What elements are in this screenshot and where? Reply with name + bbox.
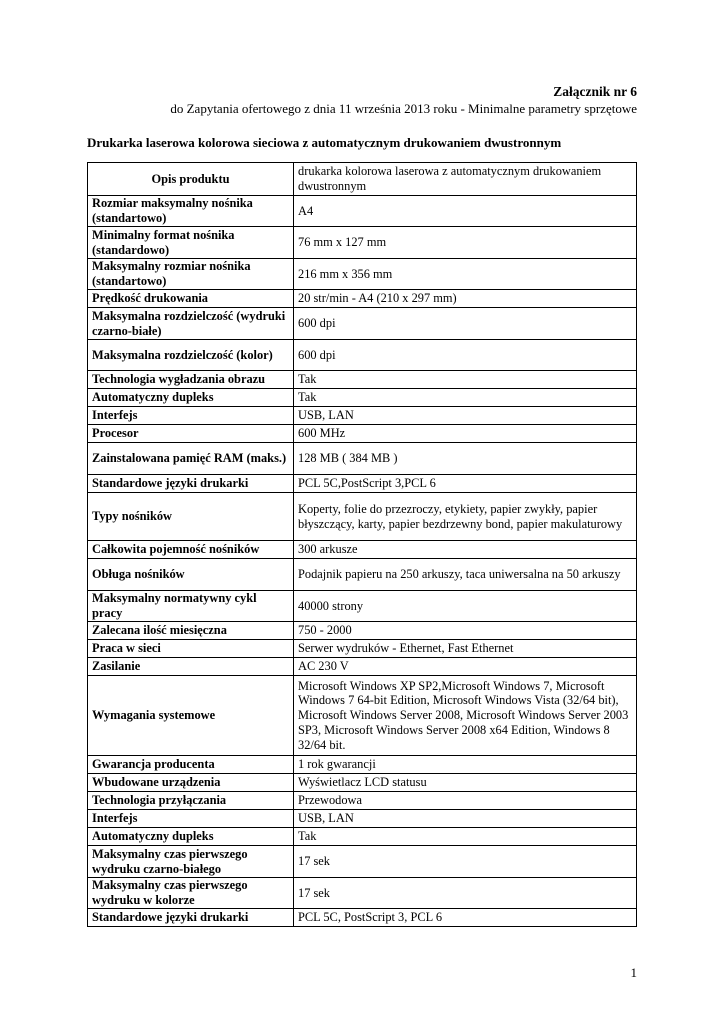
table-row <box>88 308 637 340</box>
table-row <box>88 541 637 559</box>
param-value-cell: A4 <box>294 196 637 227</box>
param-value-cell: 40000 strony <box>294 591 637 622</box>
param-name-cell: Maksymalny czas pierwszego wydruku w kolorze <box>88 878 294 909</box>
table-row <box>88 407 637 425</box>
param-value-cell: Wyświetlacz LCD statusu <box>294 774 637 792</box>
table-row <box>88 676 637 756</box>
param-name-cell: Procesor <box>88 425 294 443</box>
param-value-cell: 600 MHz <box>294 425 637 443</box>
table-row <box>88 828 637 846</box>
table-row <box>88 810 637 828</box>
table-row <box>88 443 637 475</box>
table-row <box>88 591 637 622</box>
param-name-cell: Automatyczny dupleks <box>88 828 294 846</box>
annex-title: Załącznik nr 6 <box>553 84 637 99</box>
param-value-cell: Koperty, folie do przezroczy, etykiety, papier zwykły, papier błyszczący, karty, papier bezdrzewny bond, papier makulaturowy <box>294 493 637 541</box>
table-row <box>88 340 637 371</box>
param-value-cell: USB, LAN <box>294 407 637 425</box>
param-value-cell: Tak <box>294 828 637 846</box>
table-row <box>88 259 637 290</box>
table-row <box>88 227 637 259</box>
table-header-row <box>88 163 637 196</box>
param-name-cell: Zalecana ilość miesięczna <box>88 622 294 640</box>
param-value-cell: Microsoft Windows XP SP2,Microsoft Windows 7, Microsoft Windows 7 64-bit Edition, Microsoft Windows Vista (32/64 bit), Microsoft Windows Server 2008, Microsoft Windows Server 2003 SP3, Microsoft Windows Server 2008 x64 Edition, Windows 8 32/64 bit. <box>294 676 637 756</box>
header-label-cell: Opis produktu <box>88 163 294 196</box>
table-row <box>88 389 637 407</box>
document-heading: Drukarka laserowa kolorowa sieciowa z automatycznym drukowaniem dwustronnym <box>87 135 562 150</box>
table-row <box>88 371 637 389</box>
param-name-cell: Minimalny format nośnika (standardowo) <box>88 227 294 259</box>
param-value-cell: 600 dpi <box>294 340 637 371</box>
table-row <box>88 559 637 591</box>
param-name-cell: Zainstalowana pamięć RAM (maks.) <box>88 443 294 475</box>
param-name-cell: Obługa nośników <box>88 559 294 591</box>
param-value-cell: 216 mm x 356 mm <box>294 259 637 290</box>
table-row <box>88 846 637 878</box>
param-value-cell: Przewodowa <box>294 792 637 810</box>
table-row <box>88 774 637 792</box>
table-row <box>88 196 637 227</box>
param-value-cell: 128 MB ( 384 MB ) <box>294 443 637 475</box>
param-value-cell: USB, LAN <box>294 810 637 828</box>
param-value-cell: Tak <box>294 371 637 389</box>
table-row <box>88 493 637 541</box>
param-name-cell: Gwarancja producenta <box>88 756 294 774</box>
param-name-cell: Wymagania systemowe <box>88 676 294 756</box>
param-value-cell: 1 rok gwarancji <box>294 756 637 774</box>
param-value-cell: 600 dpi <box>294 308 637 340</box>
param-value-cell: PCL 5C,PostScript 3,PCL 6 <box>294 475 637 493</box>
param-name-cell: Automatyczny dupleks <box>88 389 294 407</box>
param-name-cell: Maksymalny rozmiar nośnika (standartowo) <box>88 259 294 290</box>
param-name-cell: Całkowita pojemność nośników <box>88 541 294 559</box>
table-row <box>88 640 637 658</box>
param-value-cell: Serwer wydruków - Ethernet, Fast Ethernet <box>294 640 637 658</box>
table-row <box>88 658 637 676</box>
param-value-cell: 76 mm x 127 mm <box>294 227 637 259</box>
specification-table <box>87 162 637 927</box>
table-row <box>88 622 637 640</box>
header-value-cell: drukarka kolorowa laserowa z automatycznym drukowaniem dwustronnym <box>294 163 637 196</box>
param-name-cell: Technologia wygładzania obrazu <box>88 371 294 389</box>
table-row <box>88 290 637 308</box>
param-value-cell: AC 230 V <box>294 658 637 676</box>
annex-subtitle: do Zapytania ofertowego z dnia 11 września 2013 roku - Minimalne parametry sprzętowe <box>170 101 637 116</box>
table-row <box>88 425 637 443</box>
param-value-cell: 300 arkusze <box>294 541 637 559</box>
param-name-cell: Zasilanie <box>88 658 294 676</box>
param-name-cell: Praca w sieci <box>88 640 294 658</box>
param-name-cell: Interfejs <box>88 810 294 828</box>
param-name-cell: Interfejs <box>88 407 294 425</box>
param-name-cell: Typy nośników <box>88 493 294 541</box>
table-row <box>88 792 637 810</box>
table-row <box>88 909 637 927</box>
param-value-cell: Tak <box>294 389 637 407</box>
param-name-cell: Technologia przyłączania <box>88 792 294 810</box>
param-name-cell: Rozmiar maksymalny nośnika (standartowo) <box>88 196 294 227</box>
table-row <box>88 756 637 774</box>
param-name-cell: Standardowe języki drukarki <box>88 909 294 927</box>
param-name-cell: Maksymalna rozdzielczość (kolor) <box>88 340 294 371</box>
param-value-cell: Podajnik papieru na 250 arkuszy, taca uniwersalna na 50 arkuszy <box>294 559 637 591</box>
param-name-cell: Maksymalny normatywny cykl pracy <box>88 591 294 622</box>
param-value-cell: PCL 5C, PostScript 3, PCL 6 <box>294 909 637 927</box>
param-value-cell: 750 - 2000 <box>294 622 637 640</box>
page-number: 1 <box>630 965 637 980</box>
param-name-cell: Maksymalny czas pierwszego wydruku czarno-białego <box>88 846 294 878</box>
param-name-cell: Maksymalna rozdzielczość (wydruki czarno-białe) <box>88 308 294 340</box>
table-row <box>88 475 637 493</box>
param-value-cell: 17 sek <box>294 846 637 878</box>
param-name-cell: Standardowe języki drukarki <box>88 475 294 493</box>
param-name-cell: Prędkość drukowania <box>88 290 294 308</box>
param-name-cell: Wbudowane urządzenia <box>88 774 294 792</box>
param-value-cell: 20 str/min - A4 (210 x 297 mm) <box>294 290 637 308</box>
table-row <box>88 878 637 909</box>
param-value-cell: 17 sek <box>294 878 637 909</box>
